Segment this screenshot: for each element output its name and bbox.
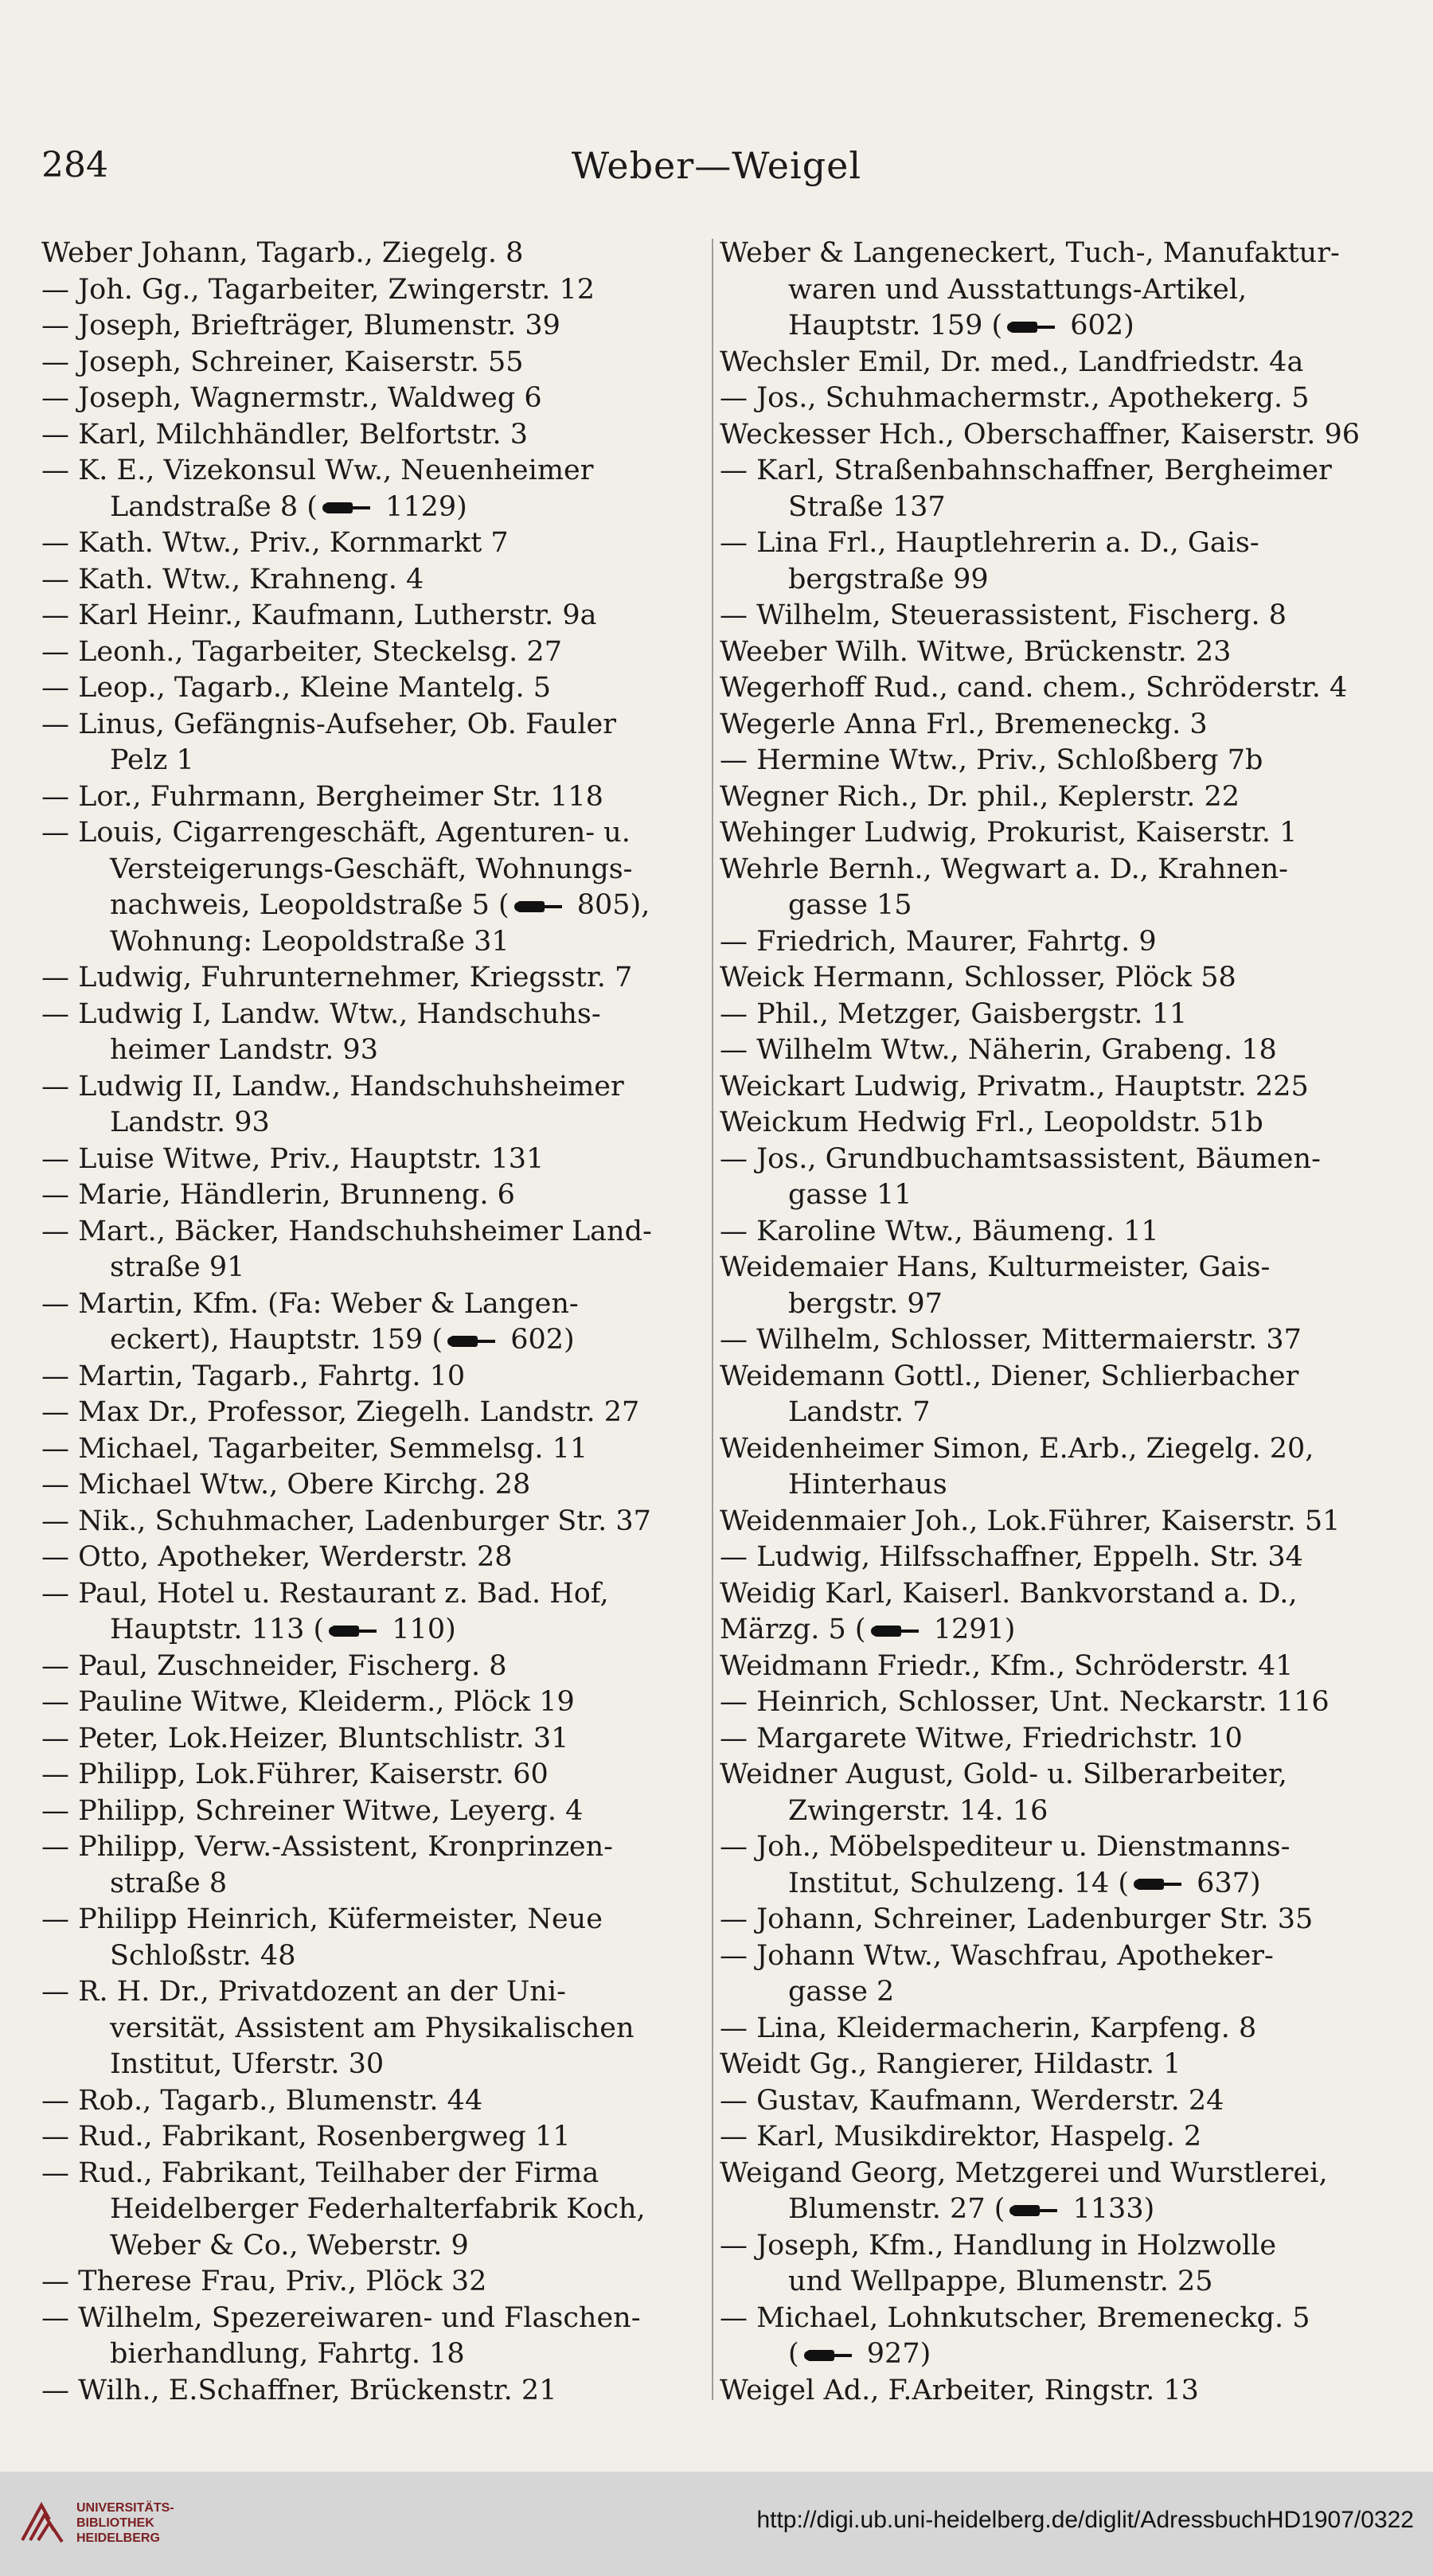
directory-entry-line: — Max Dr., Professor, Ziegelh. Landstr. 27	[41, 1396, 640, 1428]
directory-entry-line: — Kath. Wtw., Krahneng. 4	[41, 563, 424, 595]
directory-entry-line: — Ludwig, Fuhrunternehmer, Kriegsstr. 7	[41, 962, 633, 993]
directory-entry-line: — Rud., Fabrikant, Rosenbergweg 11	[41, 2121, 571, 2153]
directory-entry-line: Weidt Gg., Rangierer, Hildastr. 1	[720, 2048, 1181, 2080]
telephone-hand-icon	[869, 1622, 922, 1640]
telephone-hand-icon	[802, 2347, 855, 2364]
directory-entry-line: Versteigerungs-Geschäft, Wohnungs-	[110, 853, 633, 885]
directory-entry-line: — Wilh., E.Schaffner, Brückenstr. 21	[41, 2374, 557, 2406]
directory-entry-line: — Jos., Schuhmachermstr., Apothekerg. 5	[720, 382, 1310, 414]
telephone-hand-icon	[1008, 2202, 1060, 2219]
directory-entry-line: — Martin, Kfm. (Fa: Weber & Langen-	[41, 1287, 579, 1320]
directory-entry-line: — Leonh., Tagarbeiter, Steckelsg. 27	[41, 635, 562, 668]
directory-entry-line: — Rud., Fabrikant, Teilhaber der Firma	[41, 2156, 599, 2189]
directory-entry-line: Zwingerstr. 14. 16	[788, 1794, 1048, 1827]
directory-entry-line: — Karl, Milchhändler, Belfortstr. 3	[41, 418, 528, 451]
directory-entry-line: Weber & Co., Weberstr. 9	[110, 2229, 469, 2262]
directory-entry-line: Weidmann Friedr., Kfm., Schröderstr. 41	[720, 1649, 1294, 1682]
page-header	[0, 142, 1433, 189]
directory-entry-line: Weeber Wilh. Witwe, Brückenstr. 23	[720, 635, 1232, 668]
directory-entry-line: Wegerle Anna Frl., Bremeneckg. 3	[720, 708, 1208, 740]
telephone-hand-icon	[1132, 1875, 1185, 1893]
directory-entry-line: — Joh., Möbelspediteur u. Dienstmanns-	[720, 1831, 1290, 1863]
directory-entry-line: Weick Hermann, Schlosser, Plöck 58	[720, 962, 1236, 993]
directory-entry-line: Institut, Schulzeng. 14 ( 637)	[788, 1867, 1261, 1899]
directory-entry-line: — Karl Heinr., Kaufmann, Lutherstr. 9a	[41, 599, 597, 631]
directory-entry-line: gasse 2	[788, 1976, 895, 2008]
directory-entry-line: Institut, Uferstr. 30	[110, 2048, 385, 2080]
directory-entry-line: — Philipp, Verw.-Assistent, Kronprinzen-	[41, 1831, 613, 1863]
directory-entry-line: Schloßstr. 48	[110, 1939, 296, 1972]
directory-entry-line: — Michael, Lohnkutscher, Bremeneckg. 5	[720, 2301, 1310, 2334]
directory-entry-line: Weigand Georg, Metzgerei und Wurstlerei,	[720, 2156, 1328, 2189]
source-url-link[interactable]: http://digi.ub.uni-heidelberg.de/diglit/AdressbuchHD1907/0322	[756, 2507, 1414, 2533]
directory-entry-line: — Pauline Witwe, Kleiderm., Plöck 19	[41, 1686, 575, 1718]
directory-entry-line: — Joseph, Briefträger, Blumenstr. 39	[41, 310, 560, 342]
telephone-hand-icon	[446, 1333, 498, 1350]
directory-entry-line: — Joh. Gg., Tagarbeiter, Zwingerstr. 12	[41, 273, 595, 306]
directory-entry-line: Wechsler Emil, Dr. med., Landfriedstr. 4a	[720, 345, 1304, 378]
directory-entry-line: gasse 15	[788, 889, 912, 921]
directory-entry-line: Hauptstr. 159 ( 602)	[788, 310, 1134, 342]
directory-entry-line: Pelz 1	[110, 744, 194, 776]
running-head: Weber—Weigel	[571, 144, 862, 187]
directory-entry-line: — Joseph, Schreiner, Kaiserstr. 55	[41, 345, 524, 378]
telephone-hand-icon	[1005, 318, 1058, 336]
directory-entry-line: Weidenmaier Joh., Lok.Führer, Kaiserstr. 51	[720, 1505, 1341, 1537]
directory-entry-line: Weickart Ludwig, Privatm., Hauptstr. 225	[720, 1070, 1309, 1103]
directory-entry-line: straße 8	[110, 1867, 228, 1899]
directory-entry-line: waren und Ausstattungs-Artikel,	[788, 273, 1248, 306]
library-name-line: BIBLIOTHEK	[76, 2516, 154, 2530]
directory-entry-line: — Marie, Händlerin, Brunneng. 6	[41, 1179, 515, 1211]
column-divider	[712, 239, 713, 2400]
directory-entry-line: — Lina, Kleidermacherin, Karpfeng. 8	[720, 2012, 1257, 2044]
directory-entry-line: — Gustav, Kaufmann, Werderstr. 24	[720, 2084, 1224, 2117]
directory-entry-line: Weickum Hedwig Frl., Leopoldstr. 51b	[720, 1107, 1263, 1138]
library-name-line: HEIDELBERG	[76, 2531, 160, 2545]
directory-entry-line: Hauptstr. 113 ( 110)	[110, 1614, 456, 1645]
directory-entry-line: — Ludwig I, Landw. Wtw., Handschuhs-	[41, 997, 601, 1030]
library-logo-icon[interactable]	[18, 2499, 67, 2548]
directory-entry-line: ( 927)	[788, 2338, 931, 2370]
directory-entry-line: — Jos., Grundbuchamtsassistent, Bäumen-	[720, 1142, 1321, 1175]
directory-entry-line: Weidig Karl, Kaiserl. Bankvorstand a. D.,	[720, 1577, 1298, 1610]
directory-entry-line: Wegerhoff Rud., cand. chem., Schröderstr. 4	[720, 672, 1348, 704]
directory-entry-line: — Kath. Wtw., Priv., Kornmarkt 7	[41, 527, 509, 559]
directory-entry-line: Wegner Rich., Dr. phil., Keplerstr. 22	[720, 780, 1240, 813]
directory-entry-line: — Therese Frau, Priv., Plöck 32	[41, 2266, 487, 2297]
telephone-hand-icon	[321, 499, 373, 517]
directory-entry-line: — Karl, Musikdirektor, Haspelg. 2	[720, 2121, 1202, 2153]
directory-entry-line: — Ludwig II, Landw., Handschuhsheimer	[41, 1070, 624, 1103]
directory-entry-line: Weidemann Gottl., Diener, Schlierbacher	[720, 1360, 1299, 1392]
directory-entry-line: — Johann, Schreiner, Ladenburger Str. 35	[720, 1903, 1314, 1935]
directory-entry-line: — Joseph, Kfm., Handlung in Holzwolle	[720, 2229, 1277, 2262]
directory-entry-line: Weidemaier Hans, Kulturmeister, Gais-	[720, 1251, 1271, 1283]
telephone-hand-icon	[327, 1622, 380, 1640]
directory-entry-line: — K. E., Vizekonsul Ww., Neuenheimer	[41, 455, 594, 486]
directory-entry-line: bierhandlung, Fahrtg. 18	[110, 2338, 465, 2370]
directory-entry-line: heimer Landstr. 93	[110, 1034, 378, 1066]
library-name	[76, 2500, 174, 2546]
directory-entry-line: — Michael, Tagarbeiter, Semmelsg. 11	[41, 1432, 588, 1465]
directory-entry-line: straße 91	[110, 1251, 245, 1283]
directory-entry-line: Weber & Langeneckert, Tuch-, Manufaktur-	[720, 237, 1340, 269]
directory-entry-line: — Paul, Zuschneider, Fischerg. 8	[41, 1649, 507, 1682]
directory-entry-line: gasse 11	[788, 1179, 912, 1211]
directory-entry-line: — Lina Frl., Hauptlehrerin a. D., Gais-	[720, 527, 1259, 559]
directory-entry-line: — Paul, Hotel u. Restaurant z. Bad. Hof,	[41, 1577, 609, 1610]
directory-entry-line: Weigel Ad., F.Arbeiter, Ringstr. 13	[720, 2374, 1199, 2406]
directory-entry-line: — Karoline Wtw., Bäumeng. 11	[720, 1215, 1159, 1247]
page-number: 284	[41, 145, 108, 185]
directory-entry-line: — Martin, Tagarb., Fahrtg. 10	[41, 1360, 466, 1392]
directory-entry-line: — Hermine Wtw., Priv., Schloßberg 7b	[720, 744, 1263, 776]
directory-entry-line: Weidenheimer Simon, E.Arb., Ziegelg. 20,	[720, 1432, 1314, 1465]
directory-entry-line: eckert), Hauptstr. 159 ( 602)	[110, 1324, 575, 1356]
directory-entry-line: — Wilhelm, Spezereiwaren- und Flaschen-	[41, 2301, 641, 2334]
directory-entry-line: nachweis, Leopoldstraße 5 ( 805),	[110, 889, 650, 921]
directory-entry-line: Landstraße 8 ( 1129)	[110, 490, 467, 523]
directory-entry-line: — Philipp Heinrich, Küfermeister, Neue	[41, 1903, 603, 1935]
directory-entry-line: Blumenstr. 27 ( 1133)	[788, 2193, 1155, 2225]
directory-entry-line: Landstr. 93	[110, 1107, 270, 1138]
directory-entry-line: — Wilhelm, Steuerassistent, Fischerg. 8	[720, 599, 1287, 631]
directory-entry-line: Märzg. 5 ( 1291)	[720, 1614, 1016, 1645]
directory-entry-line: Weckesser Hch., Oberschaffner, Kaiserstr. 96	[720, 418, 1360, 451]
directory-entry-line: — R. H. Dr., Privatdozent an der Uni-	[41, 1976, 566, 2008]
directory-entry-line: — Philipp, Lok.Führer, Kaiserstr. 60	[41, 1758, 549, 1790]
directory-entry-line: — Margarete Witwe, Friedrichstr. 10	[720, 1722, 1243, 1754]
directory-entry-line: Heidelberger Federhalterfabrik Koch,	[110, 2193, 646, 2225]
directory-entry-line: — Wilhelm, Schlosser, Mittermaierstr. 37	[720, 1324, 1302, 1356]
directory-entry-line: — Karl, Straßenbahnschaffner, Bergheimer	[720, 455, 1332, 486]
directory-entry-line: — Rob., Tagarb., Blumenstr. 44	[41, 2084, 483, 2117]
directory-entry-line: Landstr. 7	[788, 1396, 931, 1428]
directory-entry-line: Weidner August, Gold- u. Silberarbeiter,	[720, 1758, 1287, 1790]
directory-entry-line: — Louis, Cigarrengeschäft, Agenturen- u.	[41, 817, 631, 849]
directory-entry-line: — Wilhelm Wtw., Näherin, Grabeng. 18	[720, 1034, 1277, 1066]
directory-entry-line: — Michael Wtw., Obere Kirchg. 28	[41, 1469, 531, 1501]
directory-entry-line: Hinterhaus	[788, 1469, 947, 1501]
directory-entry-line: und Wellpappe, Blumenstr. 25	[788, 2266, 1213, 2297]
library-name-line: UNIVERSITÄTS-	[76, 2501, 174, 2515]
directory-entry-line: — Peter, Lok.Heizer, Bluntschlistr. 31	[41, 1722, 569, 1754]
directory-entry-line: — Mart., Bäcker, Handschuhsheimer Land-	[41, 1215, 652, 1247]
directory-entry-line: bergstr. 97	[788, 1287, 943, 1320]
directory-entry-line: — Luise Witwe, Priv., Hauptstr. 131	[41, 1142, 545, 1175]
directory-entry-line: Wehinger Ludwig, Prokurist, Kaiserstr. 1	[720, 817, 1298, 849]
footer-bar	[0, 2472, 1433, 2576]
left-column	[41, 236, 694, 2409]
directory-entry-line: — Johann Wtw., Waschfrau, Apotheker-	[720, 1939, 1274, 1972]
directory-entry-line: — Leop., Tagarb., Kleine Mantelg. 5	[41, 672, 551, 704]
directory-entry-line: — Philipp, Schreiner Witwe, Leyerg. 4	[41, 1794, 584, 1827]
directory-entry-line: — Otto, Apotheker, Werderstr. 28	[41, 1541, 513, 1573]
right-column	[720, 236, 1382, 2409]
directory-entry-line: — Heinrich, Schlosser, Unt. Neckarstr. 116	[720, 1686, 1330, 1718]
directory-entry-line: — Lor., Fuhrmann, Bergheimer Str. 118	[41, 780, 603, 813]
directory-entry-line: — Linus, Gefängnis-Aufseher, Ob. Fauler	[41, 708, 616, 740]
directory-entry-line: — Ludwig, Hilfsschaffner, Eppelh. Str. 34	[720, 1541, 1303, 1573]
directory-entry-line: Straße 137	[788, 490, 946, 523]
directory-entry-line: Wehrle Bernh., Wegwart a. D., Krahnen-	[720, 853, 1288, 885]
telephone-hand-icon	[513, 898, 565, 915]
directory-entry-line: Weber Johann, Tagarb., Ziegelg. 8	[41, 237, 524, 269]
directory-entry-line: bergstraße 99	[788, 563, 989, 595]
directory-entry-line: — Nik., Schuhmacher, Ladenburger Str. 37	[41, 1505, 651, 1537]
directory-entry-line: — Joseph, Wagnermstr., Waldweg 6	[41, 382, 542, 414]
directory-entry-line: versität, Assistent am Physikalischen	[110, 2012, 635, 2044]
directory-entry-line: Wohnung: Leopoldstraße 31	[110, 925, 510, 958]
directory-entry-line: — Phil., Metzger, Gaisbergstr. 11	[720, 997, 1188, 1030]
directory-entry-line: — Friedrich, Maurer, Fahrtg. 9	[720, 925, 1157, 958]
